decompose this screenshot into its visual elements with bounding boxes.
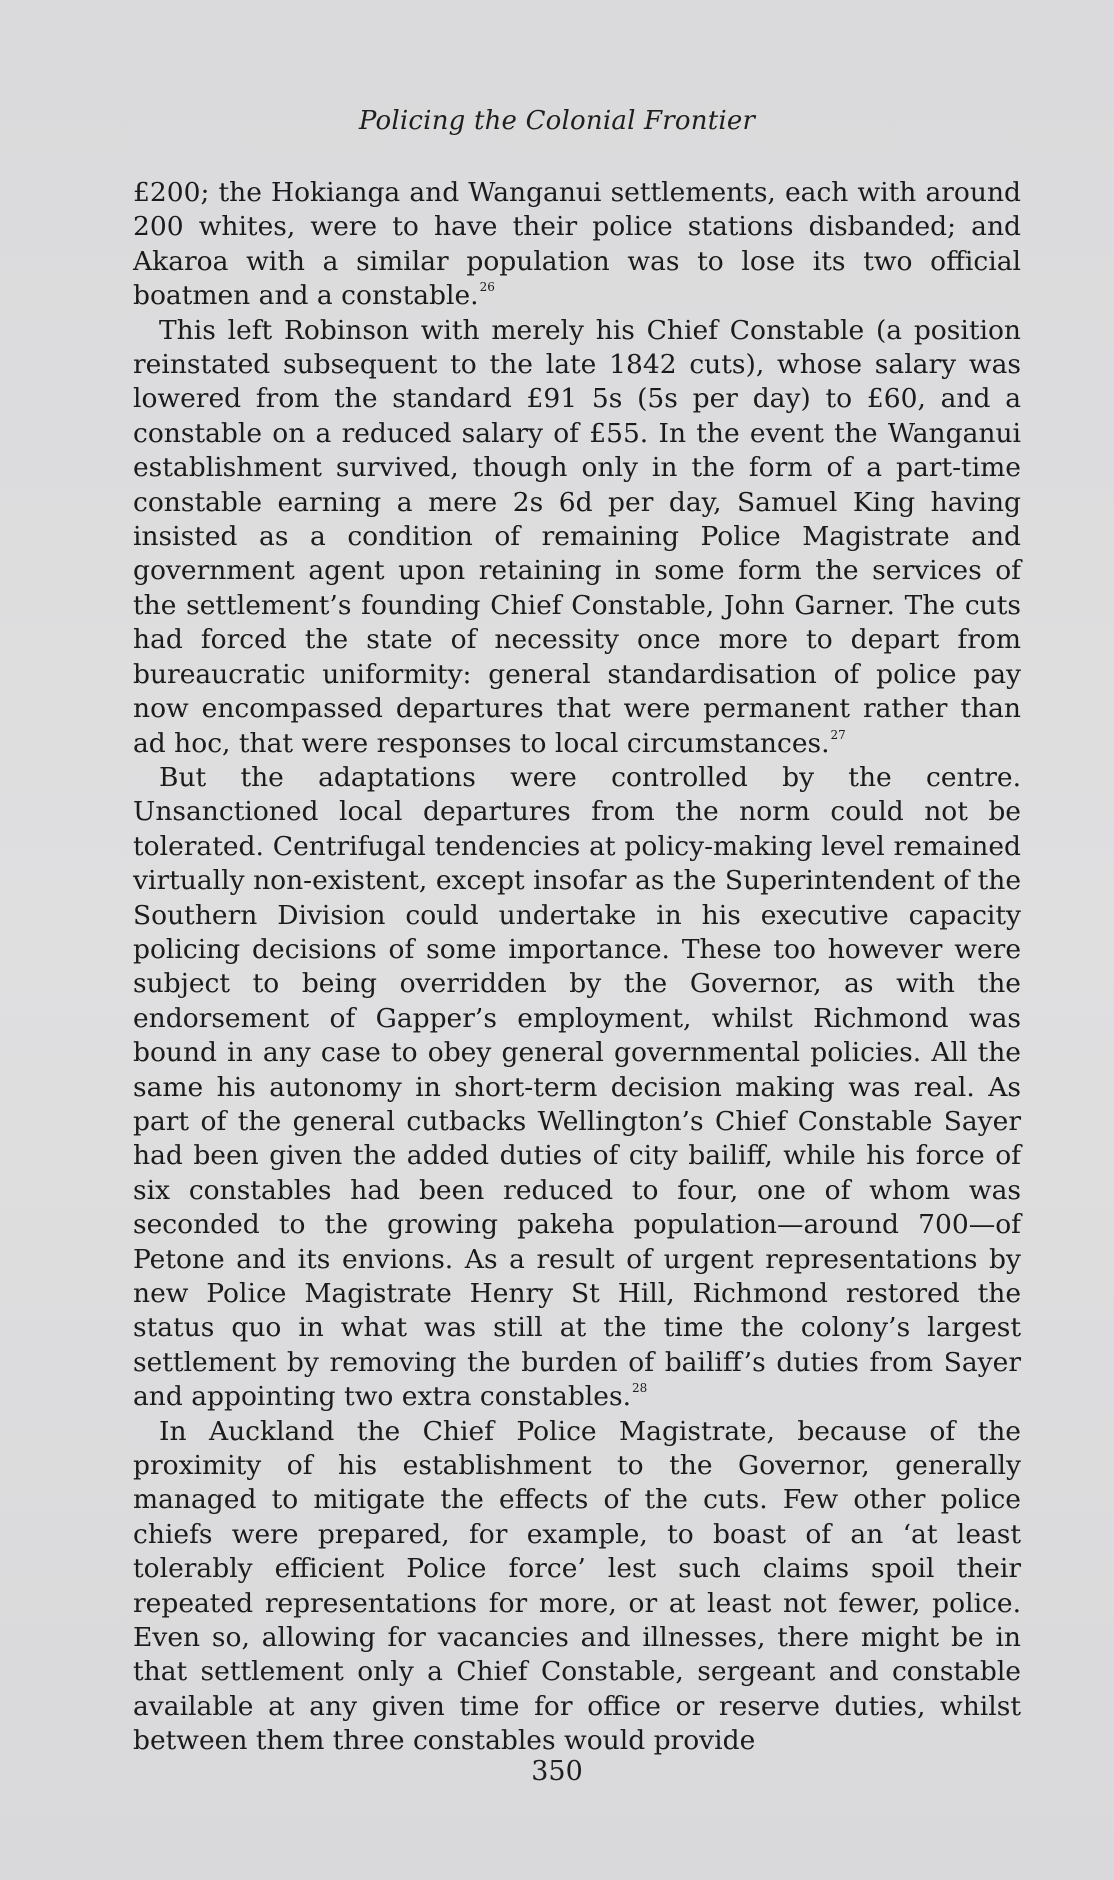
- footnote-marker-27: 27: [830, 727, 846, 742]
- paragraph-3: [133, 761, 1021, 1415]
- running-head: Policing the Colonial Frontier: [358, 106, 756, 136]
- paragraph-4: [133, 1415, 1021, 1759]
- footnote-marker-28: 28: [632, 1381, 648, 1396]
- paragraph-2-text: This left Robinson with merely his Chief Constable (a position reinstated subsequent to the late 1842 cuts), whose salary was lowered from the standard £91 5s (5s per day) to £60, and a constable on a reduced salary of £55. In the event the Wanganui establishment survived, though only in the form of a part-time constable earning a mere 2s 6d per day, Samuel King having insisted as a condition of remaining Police Magistrate and government agent upon retaining in some form the services of the settlement’s founding Chief Constable, John Garner. The cuts had forced the state of necessity once more to depart from bureaucratic uniformity: general standardisation of police pay now encompassed departures that were permanent rather than ad hoc, that were responses to local circumstances.: [133, 314, 1021, 759]
- paragraph-3-text: But the adaptations were controlled by the centre. Unsanctioned local departures from the norm could not be tolerated. Centrifugal tendencies at policy-making level remained virtually non-existent, except insofar as the Superintendent of the Southern Division could undertake in his executive capacity policing decisions of some importance. These too however were subject to being overridden by the Governor, as with the endorsement of Gapper’s employment, whilst Richmond was bound in any case to obey general governmental policies. All the same his autonomy in short-term decision making was real. As part of the general cutbacks Wellington’s Chief Constable Sayer had been given the added duties of city bailiff, while his force of six constables had been reduced to four, one of whom was seconded to the growing pakeha population—around 700—of Petone and its envions. As a result of urgent representations by new Police Magistrate Henry St Hill, Richmond restored the status quo in what was still at the time the colony’s largest settlement by removing the burden of bailiff’s duties from Sayer and appointing two extra constables.: [133, 761, 1021, 1413]
- paragraph-1-text: £200; the Hokianga and Wanganui settlements, each with around 200 whites, were to have their police stations disbanded; and Akaroa with a similar population was to lose its two official boatmen and a constable.: [133, 177, 1021, 312]
- paragraph-4-text: In Auckland the Chief Police Magistrate, because of the proximity of his establishment to the Governor, generally managed to mitigate the effects of the cuts. Few other police chiefs were prepared, for example, to boast of an ‘at least tolerably efficient Police force’ lest such claims spoil their repeated representations for more, or at least not fewer, police. Even so, allowing for vacancies and illnesses, there might be in that settlement only a Chief Constable, sergeant and constable available at any given time for office or reserve duties, whilst between them three constables would provide: [133, 1415, 1021, 1757]
- footnote-marker-26: 26: [479, 280, 495, 295]
- page-number: 350: [531, 1756, 583, 1787]
- paragraph-2: [133, 314, 1021, 761]
- paragraph-1: [133, 176, 1021, 314]
- body-text: [133, 176, 1021, 1759]
